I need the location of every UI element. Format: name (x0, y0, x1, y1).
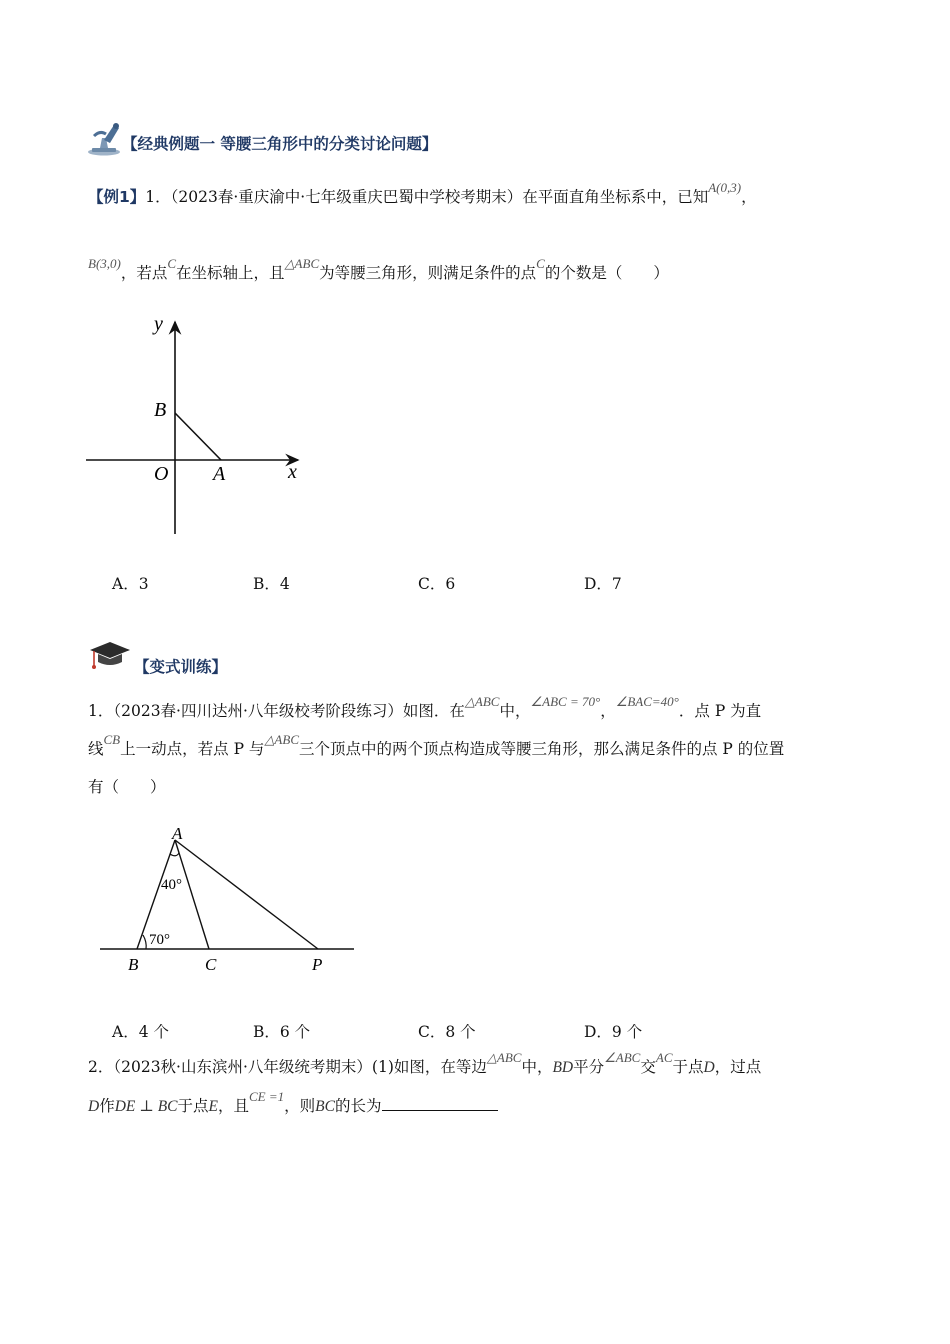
q1-line3: 有（ ） (88, 778, 166, 796)
angle-arc-b (143, 935, 146, 949)
triangle-figure (96, 822, 358, 978)
label-p: P (312, 955, 323, 974)
coordinate-axes-figure (82, 308, 312, 540)
label-a: A (213, 463, 226, 485)
q1-line2: 线$^{CB}$上一动点，若点 P 与$^{\triangle ABC}$三个顶点中的两个顶点构造成等腰三角形，那么满足条件的点 P 的位置 (88, 732, 785, 758)
option-b: B．6 个 (253, 1023, 311, 1041)
label-a: A (172, 824, 183, 843)
option-a: A．4 个 (112, 1023, 169, 1041)
option-a: A．3 (112, 575, 149, 593)
label-angle-40: 40° (161, 877, 182, 893)
angle-bac: ∠BAC=40° (615, 694, 679, 709)
q2-line2: D作DE ⊥ BC于点E，且$^{CE =1}$，则BC的长为 (88, 1094, 498, 1118)
triangle-abc: △ABC (486, 1050, 522, 1065)
section-header-variant-training (88, 640, 288, 674)
triangle-abc: △ABC (464, 694, 500, 709)
label-b: B (128, 955, 139, 974)
answer-blank[interactable] (382, 1094, 498, 1111)
option-d: D．9 个 (584, 1023, 643, 1041)
section-title: 【变式训练】 (134, 658, 228, 676)
label-x: x (288, 461, 297, 483)
segment-ap (175, 840, 318, 949)
example1-line1: 【例1】1．（2023春·重庆渝中·七年级重庆巴蜀中学校考期末）在平面直角坐标系中，已知$^{A(0,3)}$， (88, 180, 757, 206)
point-b: B(3,0) (88, 256, 121, 271)
option-c: C．8 个 (418, 1023, 476, 1041)
option-c: C．6 (418, 575, 456, 593)
point-a: A(0,3) (708, 180, 742, 195)
perpendicular-de-bc: DE ⊥ BC (114, 1098, 178, 1115)
q2-line1: 2．（2023秋·山东滨州·八年级统考期末）(1)如图，在等边$^{\triangle ABC}$中，BD平分$^{\angle ABC}$交$^{AC}$于点D，过点 (88, 1050, 762, 1076)
graduation-cap-icon (88, 640, 132, 672)
label-angle-70: 70° (149, 932, 170, 948)
option-b: B．4 (253, 575, 290, 593)
example-label: 【例1】 (88, 188, 146, 206)
section-header-classic-example (86, 122, 506, 158)
angle-arc-a (170, 853, 179, 856)
option-d: D．7 (584, 575, 622, 593)
label-y: y (154, 313, 163, 335)
q1-line1: 1．（2023春·四川达州·八年级校考阶段练习）如图．在$^{\triangle ABC}$中，$^{\angle ABC = 70^\circ}$，$^{\angle BAC=40^\circ}$．点 P 为直 (88, 694, 762, 720)
label-c: C (205, 955, 217, 974)
microscope-icon (86, 122, 124, 156)
segment-ab (175, 413, 221, 460)
angle-abc: ∠ABC = 70° (530, 694, 601, 709)
label-o: O (154, 463, 169, 485)
segment-ac (175, 840, 209, 949)
section-title: 【经典例题一 等腰三角形中的分类讨论问题】 (122, 135, 438, 153)
example1-line2: $^{B(3,0)}$，若点$^C$在坐标轴上，且$^{\triangle ABC}$为等腰三角形，则满足条件的点$^C$的个数是（ ） (88, 256, 669, 282)
triangle-abc: △ABC (284, 256, 320, 271)
label-b: B (154, 399, 167, 421)
